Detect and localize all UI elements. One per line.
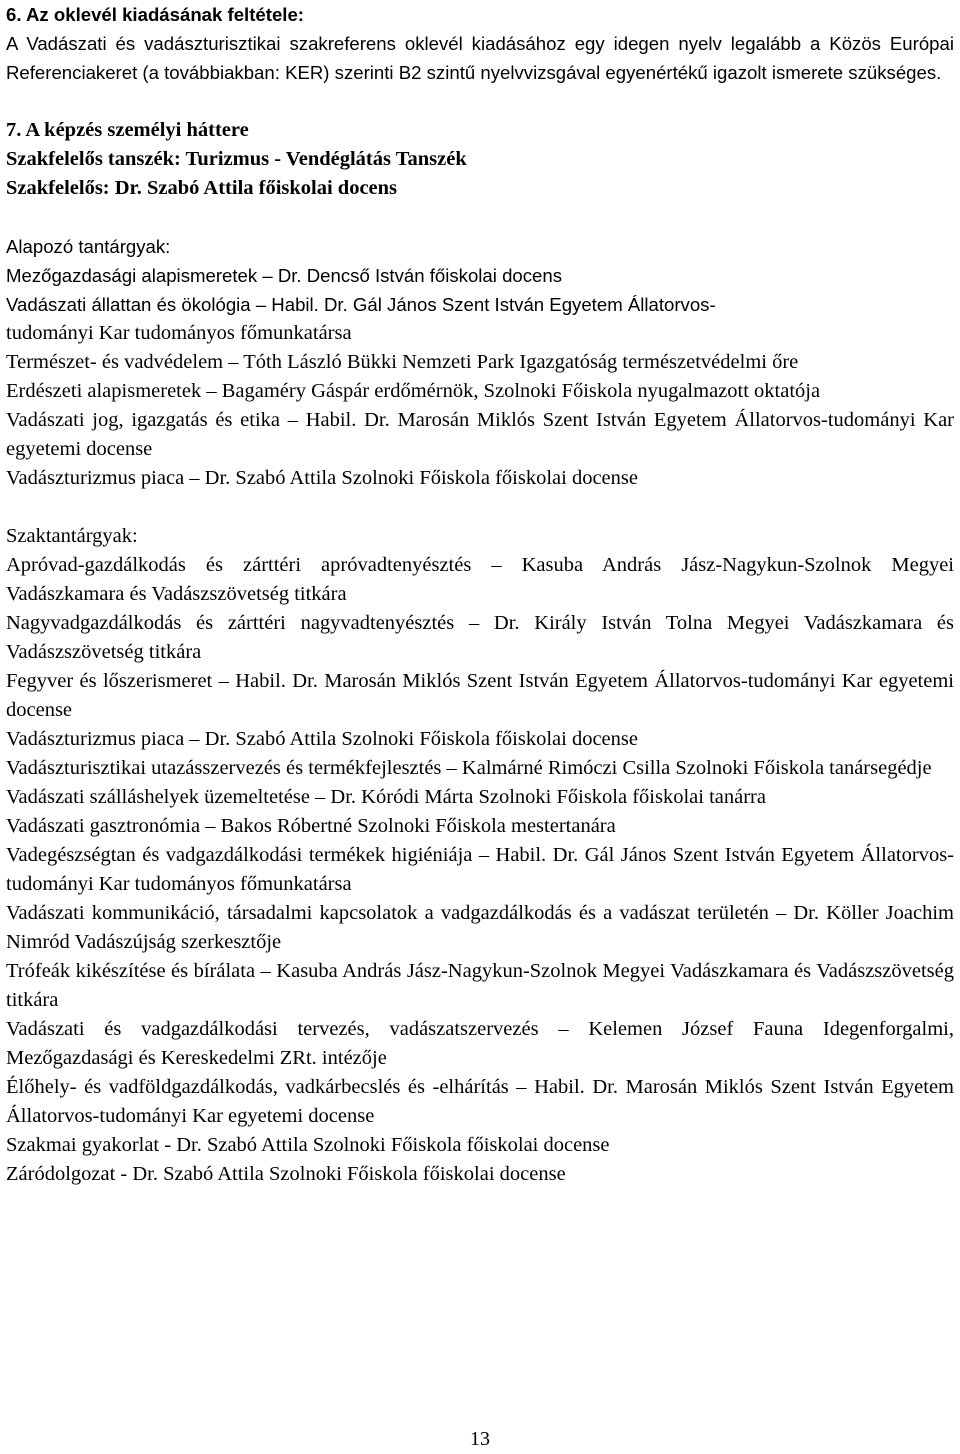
- basic-subjects-heading: Alapozó tantárgyak:: [6, 236, 171, 257]
- list-item: Záródolgozat - Dr. Szabó Attila Szolnoki Főiskola főiskolai docense: [6, 1163, 566, 1185]
- list-item: Szakmai gyakorlat - Dr. Szabó Attila Szolnoki Főiskola főiskolai docense: [6, 1134, 610, 1156]
- section-7-heading: 7. A képzés személyi háttere: [6, 119, 249, 141]
- list-item: Nagyvadgazdálkodás és zárttéri nagyvadtenyésztés – Dr. Király István Tolna Megyei Vadászkamara és Vadászszövetség titkára: [6, 612, 954, 663]
- special-subjects-heading: Szaktantárgyak:: [6, 525, 138, 547]
- basic-subject-line-2: Vadászati állattan és ökológia – Habil. Dr. Gál János Szent István Egyetem Állatorvos-: [6, 294, 716, 315]
- list-item: Élőhely- és vadföldgazdálkodás, vadkárbecslés és -elhárítás – Habil. Dr. Marosán Miklós Szent István Egyetem Állatorvos-tudományi Kar egyetemi docense: [6, 1076, 954, 1127]
- responsible-department: Szakfelelős tanszék: Turizmus - Vendéglátás Tanszék: [6, 148, 467, 170]
- list-item: Apróvad-gazdálkodás és zárttéri apróvadtenyésztés – Kasuba András Jász-Nagykun-Szolnok Megyei Vadászkamara és Vadászszövetség titkára: [6, 554, 954, 605]
- page-number: 13: [470, 1428, 490, 1450]
- list-item: Vadászati gasztronómia – Bakos Róbertné Szolnoki Főiskola mestertanára: [6, 815, 616, 837]
- list-item: Fegyver és lőszerismeret – Habil. Dr. Marosán Miklós Szent István Egyetem Állatorvos-tudományi Kar egyetemi docense: [6, 670, 954, 721]
- list-item: Erdészeti alapismeretek – Bagaméry Gáspár erdőmérnök, Szolnoki Főiskola nyugalmazott oktatója: [6, 380, 821, 402]
- list-item: Vadászati és vadgazdálkodási tervezés, vadászatszervezés – Kelemen József Fauna Idegenforgalmi, Mezőgazdasági és Kereskedelmi ZRt. intézője: [6, 1018, 954, 1069]
- list-item: Trófeák kikészítése és bírálata – Kasuba András Jász-Nagykun-Szolnok Megyei Vadászkamara és Vadászszövetség titkára: [6, 960, 954, 1011]
- list-item: Vadászati szálláshelyek üzemeltetése – Dr. Kóródi Márta Szolnoki Főiskola főiskolai tanárra: [6, 786, 766, 808]
- list-item: tudományi Kar tudományos főmunkatársa: [6, 322, 352, 344]
- basic-subject-line-1: Mezőgazdasági alapismeretek – Dr. Dencső István főiskolai docens: [6, 265, 563, 286]
- list-item: Vadegészségtan és vadgazdálkodási termékek higiéniája – Habil. Dr. Gál János Szent István Egyetem Állatorvos-tudományi Kar tudományos főmunkatársa: [6, 844, 954, 895]
- list-item: Természet- és vadvédelem – Tóth László Bükki Nemzeti Park Igazgatóság természetvédelmi őre: [6, 351, 799, 373]
- document-page: [6, 0, 954, 1189]
- list-item: Vadászturisztikai utazásszervezés és termékfejlesztés – Kalmárné Rimóczi Csilla Szolnoki Főiskola tanársegédje: [6, 757, 932, 779]
- list-item: Vadászturizmus piaca – Dr. Szabó Attila Szolnoki Főiskola főiskolai docense: [6, 728, 638, 750]
- list-item: Vadászturizmus piaca – Dr. Szabó Attila Szolnoki Főiskola főiskolai docense: [6, 467, 638, 489]
- responsible-person: Szakfelelős: Dr. Szabó Attila főiskolai docens: [6, 177, 398, 199]
- list-item: Vadászati kommunikáció, társadalmi kapcsolatok a vadgazdálkodás és a vadászat területén – Dr. Köller Joachim Nimród Vadászújság szerkesztője: [6, 902, 954, 953]
- list-item: Vadászati jog, igazgatás és etika – Habil. Dr. Marosán Miklós Szent István Egyetem Állatorvos-tudományi Kar egyetemi docense: [6, 409, 954, 460]
- section-6-body: A Vadászati és vadászturisztikai szakreferens oklevél kiadásához egy idegen nyelv legalább a Közös Európai Referenciakeret (a továbbiakban: KER) szerinti B2 szintű nyelvvizsgával egyenértékű igazolt ismerete szükséges.: [6, 33, 954, 83]
- section-6-heading: 6. Az oklevél kiadásának feltétele:: [6, 4, 304, 25]
